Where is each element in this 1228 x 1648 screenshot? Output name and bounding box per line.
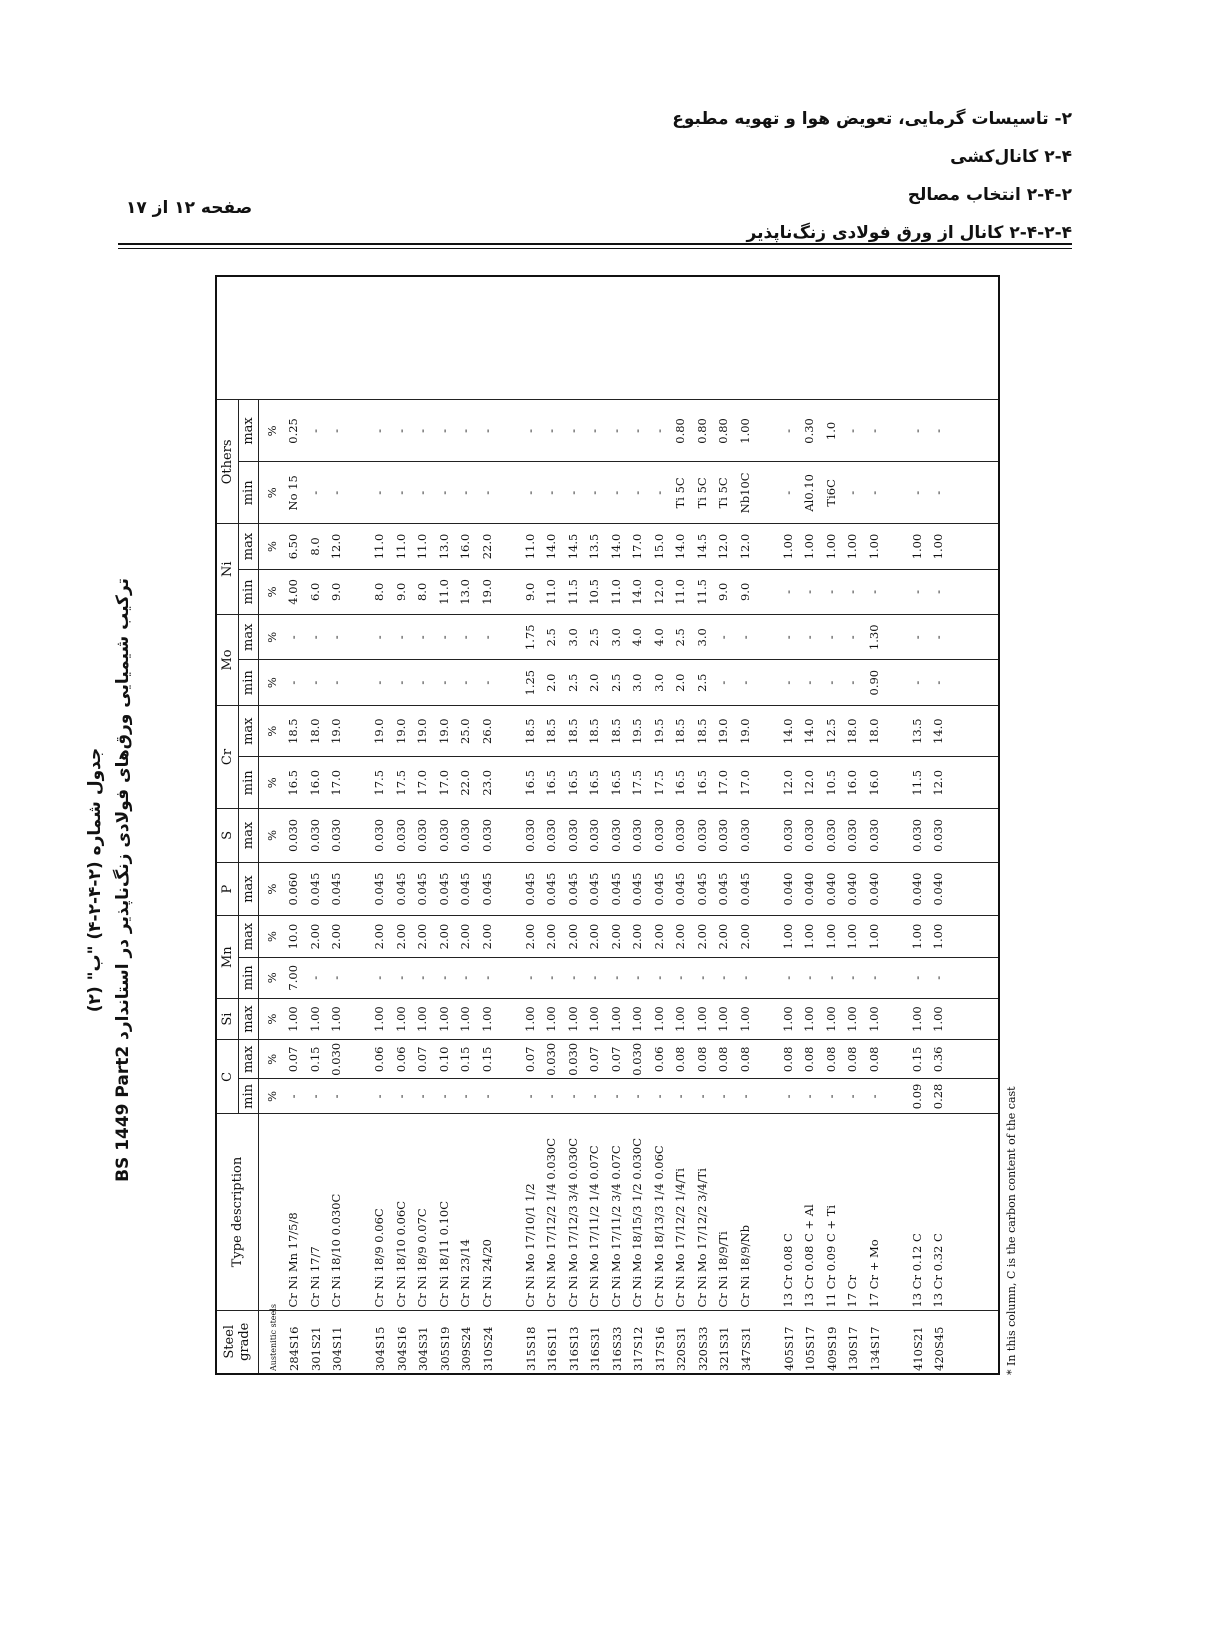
header-subsection-line: ۲-۴-۲ انتخاب مصالح [907,185,1072,205]
unit-label: % [264,777,279,789]
c-max-values: 0.07 0.15 0.030 0.06 0.06 0.07 0.10 0.15 0.15 0.07 0.030 0.030 0.07 0.07 0.030 0.06 0.08 0.08 0.08 0.08 0.08 0.08 0.08 0.08 0.08 0.15 0.36 [286,1042,945,1076]
column-others-max [258,400,999,462]
unit-label: % [264,586,279,598]
unit-label: % [264,883,279,895]
unit-label: % [264,829,279,841]
col-si: Si [216,998,238,1039]
composition-table-rotated [215,275,1000,1375]
unit-label: % [264,631,279,643]
si-max-values: 1.00 1.00 1.00 1.00 1.00 1.00 1.00 1.00 1.00 1.00 1.00 1.00 1.00 1.00 1.00 1.00 1.00 1.00 1.00 1.00 1.00 1.00 1.00 1.00 1.00 1.00 1.00 [286,1006,945,1032]
col-mo: Mo [216,615,238,706]
column-type-descriptions [258,1114,999,1310]
type-description-list: Cr Ni Mn 17/5/8 Cr Ni 17/7 Cr Ni 18/10 0.030C Cr Ni 18/9 0.06C Cr Ni 18/10 0.06C Cr Ni 18/9 0.07C Cr Ni 18/11 0.10C Cr Ni 23/14 Cr Ni 24/20 Cr Ni Mo 17/10/1 1/2 Cr Ni Mo 17/12/2 1/4 0.030C Cr Ni Mo 17/12/3 3/4 0.030C Cr Ni Mo 17/11/2 1/4 0.07C Cr Ni Mo 17/11/2 3/4 0.07C Cr Ni Mo 18/15/3 1/2 0.030C Cr Ni Mo 18/13/3 1/4 0.06C Cr Ni Mo 17/12/2 1/4/Ti Cr Ni Mo 17/12/2 3/4/Ti Cr Ni 18/9/Ti Cr Ni 18/9/Nb 13 Cr 0.08 C 13 Cr 0.08 C + Al 11 Cr 0.09 C + Ti 17 Cr 17 Cr + Mo 13 Cr 0.12 C 13 Cr 0.32 C [286,1137,945,1308]
cr-min-values: 16.5 16.0 17.0 17.5 17.5 17.0 17.0 22.0 23.0 16.5 16.5 16.5 16.5 16.5 17.5 17.5 16.5 16.5 17.0 17.0 12.0 12.0 10.5 16.0 16.0 11.5 12.0 [286,769,945,796]
col-p: P [216,862,238,916]
s-max-values: 0.030 0.030 0.030 0.030 0.030 0.030 0.030 0.030 0.030 0.030 0.030 0.030 0.030 0.030 0.030 0.030 0.030 0.030 0.030 0.030 0.030 0.030 0.030 0.030 0.030 0.030 0.030 [286,818,945,852]
unit-label: % [264,1053,279,1065]
ni-max-values: 6.50 8.0 12.0 11.0 11.0 11.0 13.0 16.0 22.0 11.0 14.0 14.5 13.5 14.0 17.0 15.0 14.0 14.5 12.0 12.0 1.00 1.00 1.00 1.00 1.00 1.00 1.00 [286,533,945,560]
column-cr-min [258,757,999,809]
mo-max-values: - - - - - - - - - 1.75 2.5 3.0 2.5 3.0 4.0 4.0 2.5 3.0 - - - - - - 1.30 - - [286,624,945,651]
others-min-values: No 15 - - - - - - - - - - - - - - - Ti 5C Ti 5C Ti 5C Nb10C - Al0.10 Ti6C - - - - [286,472,945,514]
cr-max-values: 18.5 18.0 19.0 19.0 19.0 19.0 19.0 25.0 26.0 18.5 18.5 18.5 18.5 18.5 19.5 19.5 18.5 18.5 19.0 19.0 14.0 14.0 12.5 18.0 18.0 13.5 14.0 [286,718,945,744]
column-p-max [258,862,999,916]
header-rule-thin [118,248,1072,249]
unit-label: % [264,1013,279,1025]
column-si-max [258,998,999,1039]
mo-min-values: - - - - - - - - - 1.25 2.0 2.5 2.0 2.5 3.0 3.0 2.0 2.5 - - - - - - 0.90 - - [286,669,945,696]
subcol-max: max [238,998,258,1039]
unit-label: % [264,972,279,984]
subcol-min: min [238,757,258,809]
subcol-min: min [238,462,258,524]
section-label: Austenitic steels [268,1304,278,1371]
table-caption [85,380,155,1380]
unit-label: % [264,487,279,499]
col-s: S [216,809,238,863]
col-steel-grade: Steel grade [216,1310,258,1374]
c-min-values: - - - - - - - - - - - - - - - - - - - - - - - - - 0.09 0.28 [286,1083,945,1110]
col-c: C [216,1040,238,1114]
p-max-values: 0.060 0.045 0.045 0.045 0.045 0.045 0.045 0.045 0.045 0.045 0.045 0.045 0.045 0.045 0.045 0.045 0.045 0.045 0.045 0.045 0.040 0.040 0.040 0.040 0.040 0.040 0.040 [286,872,945,906]
footnote-text: * In this column, C is the carbon content of the cast [1005,1086,1018,1375]
unit-label: % [264,1090,279,1102]
subcol-max: max [238,615,258,660]
unit-label: % [264,677,279,689]
unit-label: % [264,541,279,552]
document-header [672,100,1072,252]
steel-grade-list: 284S16 301S21 304S11 304S15 304S16 304S31 305S19 309S24 310S24 315S18 316S11 316S13 316S31 316S33 317S12 317S16 320S31 320S33 321S31 347S31 405S17 105S17 409S19 130S17 134S17 410S21 420S45 [287,1326,946,1371]
col-type-description: Type description [216,1114,258,1310]
column-others-min [258,462,999,524]
column-c-max [258,1040,999,1079]
others-max-values: 0.25 - - - - - - - - - - - - - - - 0.80 0.80 0.80 1.00 - 0.30 1.0 - - - - [286,418,945,444]
table-caption-subtitle: ترکیب شیمیایی ورق‌های فولادی زنگ‌ناپذیر در استاندارد BS 1449 Part2 [113,578,133,1182]
unit-label: % [264,725,279,737]
column-mn-min [258,957,999,998]
unit-label: % [264,931,279,942]
header-rule [118,243,1072,245]
subcol-min: min [238,660,258,705]
column-mo-min [258,660,999,705]
subcol-max: max [238,524,258,569]
page-number: صفحه ۱۲ از ۱۷ [126,198,253,218]
subcol-min: min [238,1079,258,1114]
subcol-max: max [238,862,258,916]
subcol-max: max [238,1040,258,1079]
mn-max-values: 10.0 2.00 2.00 2.00 2.00 2.00 2.00 2.00 2.00 2.00 2.00 2.00 2.00 2.00 2.00 2.00 2.00 2.00 2.00 2.00 1.00 1.00 1.00 1.00 1.00 1.00 1.00 [286,923,945,950]
col-cr: Cr [216,705,238,808]
column-mn-max [258,916,999,957]
unit-label: % [264,425,279,437]
header-subsection-line: ۲-۴-۲-۴ کانال از ورق فولادی زنگ‌ناپذیر [746,223,1072,243]
subcol-min: min [238,569,258,614]
subcol-min: min [238,957,258,998]
column-ni-min [258,569,999,614]
column-steel-grades [258,1304,999,1374]
composition-table [215,275,1000,1375]
column-mo-max [258,615,999,660]
col-ni: Ni [216,524,238,615]
header-subsection-line: ۲-۴ کانال‌کشی [950,147,1072,167]
table-caption-title: جدول شماره (۲-۴-۲-۴) "ب" (۲) [85,747,105,1013]
column-s-max [258,809,999,863]
subcol-max: max [238,916,258,957]
col-others: Others [216,400,238,524]
subcol-max: max [238,705,258,757]
column-c-min [258,1079,999,1114]
column-cr-max [258,705,999,757]
col-mn: Mn [216,916,238,999]
mn-min-values: 7.00 - - - - - - - - - - - - - - - - - - - - - - - - - - [286,964,945,991]
subcol-max: max [238,809,258,863]
header-section-line: ۲- تاسیسات گرمایی، تعویض هوا و تهویه مطبوع [672,109,1072,129]
column-ni-max [258,524,999,569]
ni-min-values: 4.00 6.0 9.0 8.0 9.0 8.0 11.0 13.0 19.0 9.0 11.0 11.5 10.5 11.0 14.0 12.0 11.0 11.5 9.0 9.0 - - - - - - - [286,579,945,605]
composition-table-frame [215,275,1000,1375]
subcol-max: max [238,400,258,462]
